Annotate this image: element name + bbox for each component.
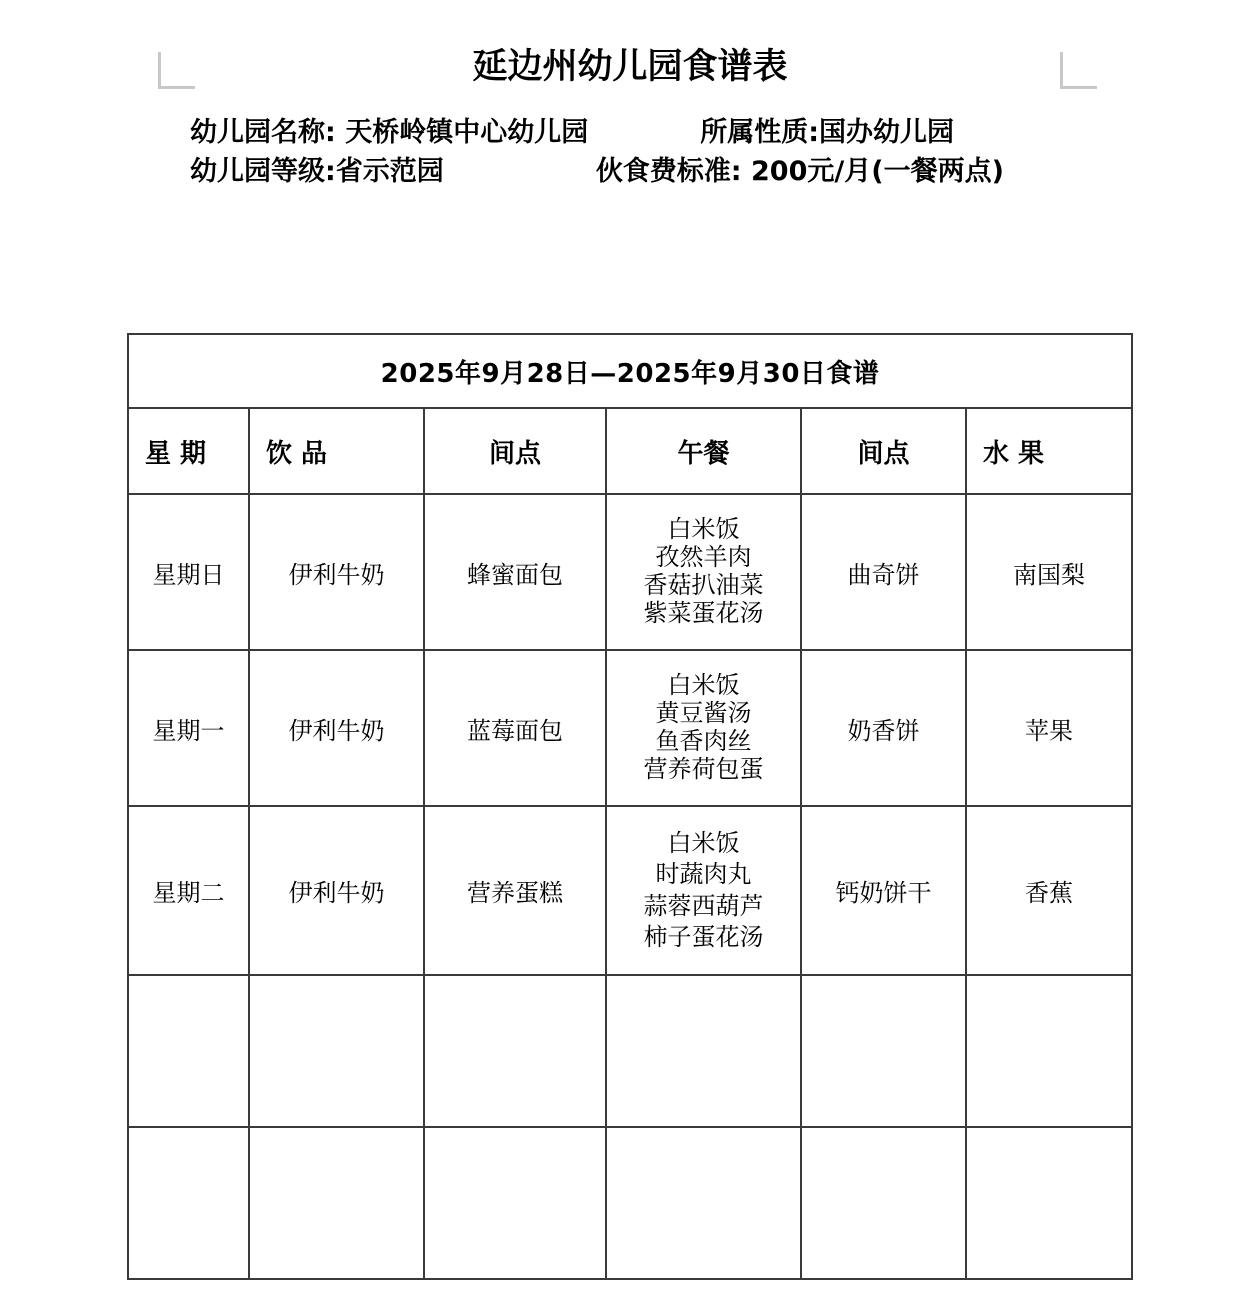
grade-label: 幼儿园等级:	[190, 156, 336, 188]
nature-value: 国办幼儿园	[819, 116, 955, 148]
kindergarten-name-label: 幼儿园名称:	[190, 116, 346, 148]
cell-snack-afternoon	[801, 1127, 966, 1279]
cell-lunch	[606, 1127, 801, 1279]
info-line-name-nature	[190, 113, 1150, 153]
lunch-dish: 蒜蓉西葫芦	[643, 891, 764, 920]
cell-lunch	[606, 650, 801, 806]
menu-table	[127, 333, 1133, 1280]
table-row	[128, 975, 1132, 1127]
cell-drink	[249, 1127, 424, 1279]
cell-drink: 伊利牛奶	[249, 494, 424, 650]
cell-lunch	[606, 806, 801, 975]
table-row	[128, 494, 1132, 650]
column-header-snack-afternoon: 间点	[801, 408, 966, 494]
cell-snack-morning	[424, 975, 606, 1127]
cell-snack-afternoon	[801, 975, 966, 1127]
column-header-fruit: 水 果	[966, 408, 1132, 494]
cell-snack-afternoon: 钙奶饼干	[801, 806, 966, 975]
column-header-drink: 饮 品	[249, 408, 424, 494]
cell-snack-afternoon: 奶香饼	[801, 650, 966, 806]
fee-label: 伙食费标准:	[595, 156, 752, 188]
lunch-dish: 孜然羊肉	[655, 543, 752, 572]
cell-fruit: 南国梨	[966, 494, 1132, 650]
nature-label: 所属性质:	[700, 116, 820, 148]
fee-value: 200元/月(一餐两点)	[751, 156, 1004, 188]
cell-drink: 伊利牛奶	[249, 806, 424, 975]
cell-weekday	[128, 1127, 249, 1279]
cell-lunch	[606, 975, 801, 1127]
lunch-dish: 黄豆酱汤	[655, 699, 752, 728]
lunch-dish: 柿子蛋花汤	[643, 922, 764, 951]
cell-drink: 伊利牛奶	[249, 650, 424, 806]
cell-fruit: 香蕉	[966, 806, 1132, 975]
cell-drink	[249, 975, 424, 1127]
table-row	[128, 1127, 1132, 1279]
cell-weekday: 星期日	[128, 494, 249, 650]
column-header-weekday: 星 期	[128, 408, 249, 494]
lunch-dish: 香菇扒油菜	[643, 571, 764, 599]
page-title: 延边州幼儿园食谱表	[472, 47, 788, 87]
kindergarten-name-value: 天桥岭镇中心幼儿园	[345, 116, 589, 148]
cell-weekday	[128, 975, 249, 1127]
table-date-range-row	[128, 334, 1132, 408]
lunch-dish: 紫菜蛋花汤	[643, 598, 764, 627]
table-row	[128, 650, 1132, 806]
lunch-dish: 时蔬肉丸	[655, 860, 752, 889]
menu-table-container	[127, 333, 1131, 1280]
cell-weekday: 星期二	[128, 806, 249, 975]
cell-lunch	[606, 494, 801, 650]
cell-snack-morning: 营养蛋糕	[424, 806, 606, 975]
cell-snack-morning: 蓝莓面包	[424, 650, 606, 806]
cell-snack-afternoon: 曲奇饼	[801, 494, 966, 650]
lunch-dish: 鱼香肉丝	[655, 727, 752, 755]
column-header-lunch: 午餐	[606, 408, 801, 494]
cell-weekday: 星期一	[128, 650, 249, 806]
lunch-dish: 白米饭	[667, 829, 740, 858]
table-header-row	[128, 408, 1132, 494]
cell-fruit: 苹果	[966, 650, 1132, 806]
date-range-title: 2025年9月28日—2025年9月30日食谱	[128, 334, 1132, 408]
lunch-dish: 白米饭	[667, 671, 740, 700]
grade-value: 省示范园	[335, 156, 444, 188]
kindergarten-info-block	[0, 113, 1260, 193]
cell-fruit	[966, 975, 1132, 1127]
column-header-snack-morning: 间点	[424, 408, 606, 494]
cell-snack-morning: 蜂蜜面包	[424, 494, 606, 650]
lunch-dish: 营养荷包蛋	[643, 754, 764, 783]
lunch-dish: 白米饭	[667, 515, 740, 544]
cell-snack-morning	[424, 1127, 606, 1279]
cell-fruit	[966, 1127, 1132, 1279]
info-line-grade-fee	[190, 152, 1150, 192]
table-row	[128, 806, 1132, 975]
